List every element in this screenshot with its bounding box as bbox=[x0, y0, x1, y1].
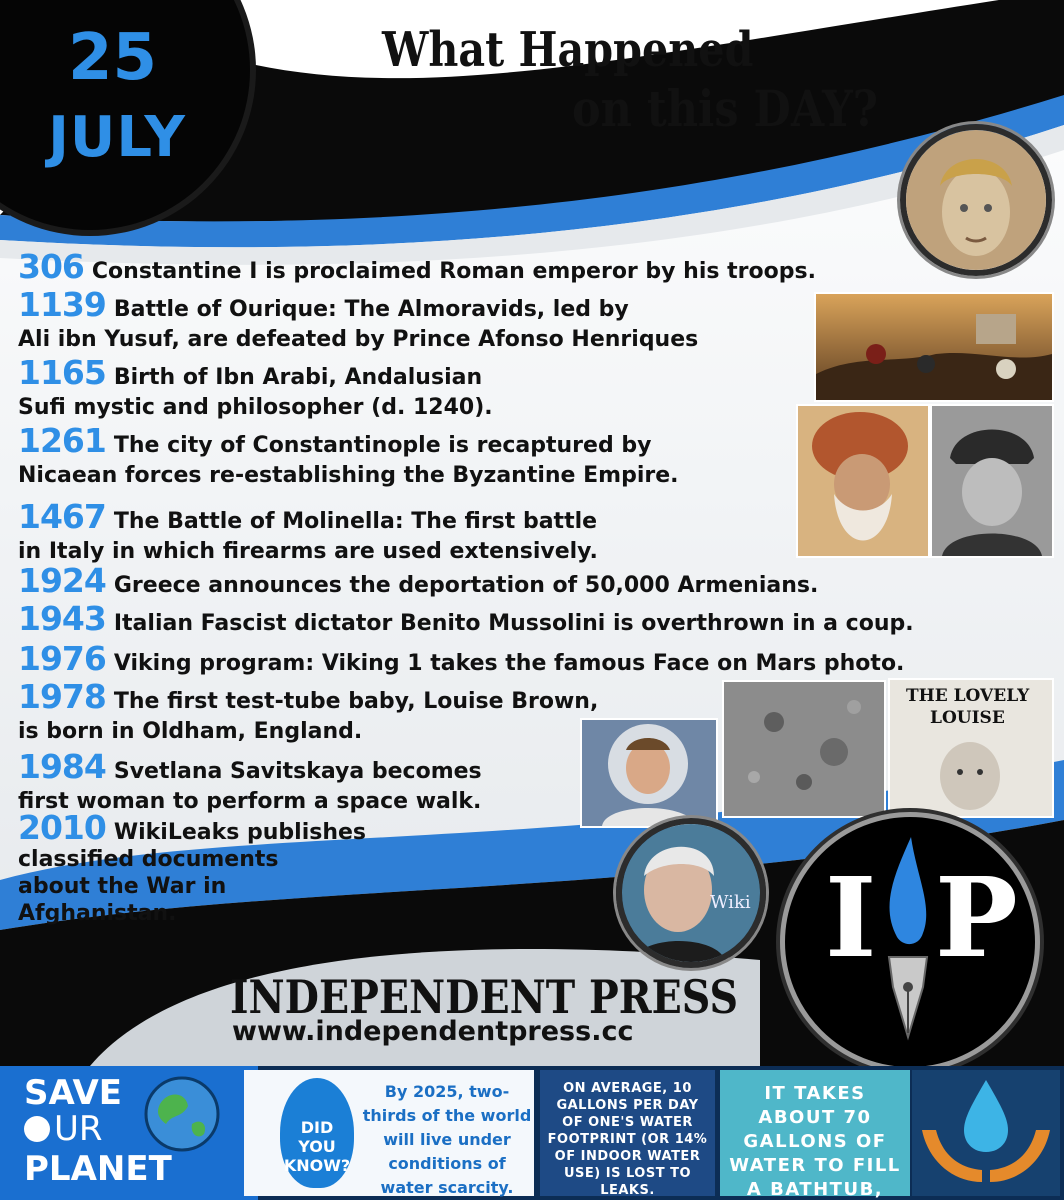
water-drop-icon bbox=[280, 1078, 354, 1188]
event-year: 306 bbox=[18, 247, 84, 286]
event-1943 bbox=[18, 599, 914, 639]
event-text: Battle of Ourique: The Almoravids, led by bbox=[113, 297, 629, 322]
event-year: 1978 bbox=[18, 677, 106, 716]
event-year: 1467 bbox=[18, 497, 106, 536]
event-text: Italian Fascist dictator Benito Mussolini is overthrown in a coup. bbox=[113, 611, 914, 636]
assange-portrait bbox=[616, 818, 766, 968]
you-text: YOU bbox=[298, 1137, 336, 1156]
date-day: 25 bbox=[67, 21, 158, 95]
event-text: Sufi mystic and philosopher (d. 1240). bbox=[18, 395, 493, 420]
event-text: is born in Oldham, England. bbox=[18, 719, 363, 744]
event-1139 bbox=[18, 285, 699, 355]
event-text: Ali ibn Yusuf, are defeated by Prince Afonso Henriques bbox=[18, 327, 699, 352]
battle-painting bbox=[814, 292, 1054, 402]
newspaper-headline-line1: THE LOVELY bbox=[906, 686, 1030, 706]
event-text: in Italy in which firearms are used extensively. bbox=[18, 539, 598, 564]
event-text: WikiLeaks publishes bbox=[113, 820, 367, 845]
event-1165 bbox=[18, 353, 493, 423]
our-o-icon bbox=[24, 1116, 50, 1142]
did-text: DID bbox=[300, 1118, 334, 1137]
event-2010 bbox=[18, 808, 367, 927]
water-scarcity-fact: By 2025, two-thirds of the world will live under conditions of water scarcity. bbox=[362, 1082, 532, 1197]
brand-url[interactable]: www.independentpress.cc bbox=[232, 1016, 634, 1047]
date-month: JULY bbox=[48, 105, 186, 170]
mussolini-portrait bbox=[930, 404, 1054, 558]
know-text: KNOW? bbox=[283, 1156, 351, 1175]
water-scarcity-panel bbox=[244, 1070, 534, 1196]
water-awareness-banner bbox=[0, 1066, 1064, 1200]
event-1976 bbox=[18, 639, 905, 679]
independent-press-logo bbox=[780, 812, 1040, 1072]
face-on-mars-photo bbox=[722, 680, 886, 818]
headline-line1: What Happened bbox=[382, 22, 754, 78]
event-1467 bbox=[18, 497, 598, 567]
event-text: Greece announces the deportation of 50,000 Armenians. bbox=[113, 573, 819, 598]
bathtub-fact: IT TAKES ABOUT 70 GALLONS OF WATER TO FILL A BATHTUB, bbox=[729, 1083, 901, 1200]
event-text: Constantine I is proclaimed Roman emperor by his troops. bbox=[91, 259, 816, 284]
event-year: 2010 bbox=[18, 808, 106, 847]
event-306 bbox=[18, 247, 816, 287]
our-text: UR bbox=[54, 1109, 103, 1149]
event-text: The Battle of Molinella: The first battle bbox=[113, 509, 598, 534]
planet-text: PLANET bbox=[24, 1149, 172, 1189]
hands-water-panel bbox=[912, 1070, 1060, 1196]
event-text: first woman to perform a space walk. bbox=[18, 789, 482, 814]
logo-letter-p: P bbox=[935, 853, 1018, 982]
bathtub-panel bbox=[720, 1070, 910, 1200]
event-1978 bbox=[18, 677, 599, 747]
event-year: 1976 bbox=[18, 639, 106, 678]
louise-brown-newspaper bbox=[888, 678, 1054, 818]
event-year: 1261 bbox=[18, 421, 106, 460]
newspaper-headline-line2: LOUISE bbox=[930, 708, 1005, 728]
event-text: Viking program: Viking 1 takes the famous Face on Mars photo. bbox=[113, 651, 905, 676]
event-1261 bbox=[18, 421, 679, 491]
event-text: The city of Constantinople is recaptured by bbox=[113, 433, 652, 458]
savitskaya-photo bbox=[580, 718, 718, 828]
globe-icon bbox=[142, 1074, 222, 1154]
water-leaks-fact: ON AVERAGE, 10 GALLONS PER DAY OF ONE'S WATER FOOTPRINT (OR 14% OF INDOOR WATER USE) IS LOST TO LEAKS. bbox=[547, 1081, 708, 1198]
headline-line2: on this DAY? bbox=[572, 79, 878, 138]
event-text: Birth of Ibn Arabi, Andalusian bbox=[113, 365, 483, 390]
logo-letter-i: I bbox=[825, 853, 877, 982]
ibn-arabi-portrait bbox=[796, 404, 930, 558]
event-1924 bbox=[18, 561, 819, 601]
event-year: 1924 bbox=[18, 561, 106, 600]
constantine-portrait bbox=[900, 124, 1052, 276]
event-text: about the War in bbox=[18, 874, 227, 899]
event-text: classified documents bbox=[18, 847, 279, 872]
event-year: 1943 bbox=[18, 599, 106, 638]
save-text: SAVE bbox=[24, 1073, 123, 1113]
pen-nib-icon bbox=[873, 837, 943, 1047]
event-text: Nicaean forces re-establishing the Byzantine Empire. bbox=[18, 463, 679, 488]
brand-name: INDEPENDENT PRESS bbox=[230, 970, 739, 1024]
save-our-planet-panel bbox=[0, 1066, 258, 1200]
hands-holding-drop-icon bbox=[912, 1070, 1060, 1196]
event-year: 1139 bbox=[18, 285, 106, 324]
water-leaks-panel bbox=[540, 1070, 715, 1196]
event-year: 1984 bbox=[18, 747, 106, 786]
event-text: The first test-tube baby, Louise Brown, bbox=[113, 689, 599, 714]
wiki-sign-text: Wiki bbox=[710, 892, 751, 913]
event-year: 1165 bbox=[18, 353, 106, 392]
event-text: Afghanistan. bbox=[18, 901, 177, 926]
event-text: Svetlana Savitskaya becomes bbox=[113, 759, 482, 784]
